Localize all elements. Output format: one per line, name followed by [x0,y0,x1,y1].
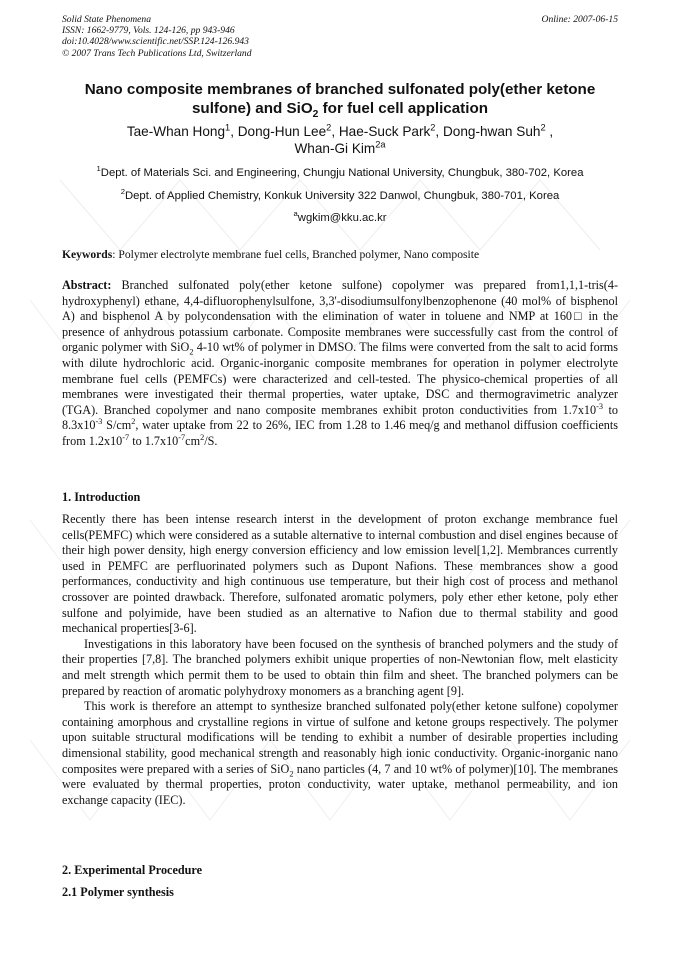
intro-text: This work is therefore an attempt to synthesize branched sulfonated poly(ether ketone sulfone) copolymer containing amorphous and crystalline regions in virtue of sulfone and ketone groups respectively. The polymer upon suitable structural modifications will be tending to exhibit a number of desirable properties including dimensional stability, good mechanical strength and reasonably high ionic conductivity. Organic-inorganic nano composites were prepared with a series of SiO [62,699,618,776]
abstract-superscript: 2 [131,417,136,427]
abstract-text: /S. [204,433,218,448]
journal-issn: ISSN: 1662-9779, Vols. 124-126, pp 943-946 [62,25,235,37]
affil-mark: 1 [96,164,101,174]
abstract-paragraph [62,278,618,450]
abstract-superscript: -7 [122,432,130,442]
abstract-superscript: 2 [200,432,205,442]
subsection-heading-polymer-synthesis: 2.1 Polymer synthesis [62,885,174,899]
email-text: wgkim@kku.ac.kr [297,212,387,224]
author-affil-mark: 2a [375,139,386,150]
keywords [62,247,618,263]
abstract-text: Branched sulfonated poly(ether ketone sulfone) copolymer was prepared from1,1,1-tris(4-hydroxyphenyl) ethane, 4,4-difluorophenylsulfone, 3,3'-disodiumsulfonylbenzophenone (40 mol% of bisphenol A) and bisphenol A by polycondensation with the elimination of water in toluene and NMP at 160□ in the presence of anhydrous potassium carbonate. Composite membranes were successfully cast from the control of organic polymer with SiO [62,278,618,355]
section-heading-experimental: 2. Experimental Procedure [62,863,203,877]
abstract-text: , water uptake from 22 to 26%, IEC from 1.28 to 1.46 meq/g and methanol diffusion coefficients from 1.2x10 [62,418,618,448]
abstract-text: S/cm [102,418,132,433]
title-text: for fuel cell application [318,100,489,117]
intro-paragraph-1: Recently there has been intense research interst in the development of proton exchange membrance fuel cells(PEMFC) which were considered as a sutable alternative to internal combustion and disel engines because of their high power density, high energy conversion efficiency and low emission level[1,2]. Membrances currently used in PEMFC are perfluorinated polymers such as Dupont Nafions. These membrances show a good performances, conductivity and high continuous use temperature, but their high cost of process and methanol crossover are pointed drawback. Therefore, sulfonated aromatic polymers, poly ether ether ketone, poly ether sulfone and polyimide, have been studied as an alternative to Nafion due to thermal stability and good mechanical properties[3-6]. [62,512,618,636]
paper-title [62,80,618,121]
abstract-text: to 8.3x10 [62,402,618,433]
author-line-1 [62,123,618,140]
author-affil-mark: 2 [326,122,332,133]
abstract-superscript: -3 [95,417,103,427]
section-heading-introduction: 1. Introduction [62,490,141,504]
affil-mark: 2 [120,187,125,197]
introduction-body [62,512,618,808]
abstract-superscript: -3 [596,401,604,411]
abstract-superscript: -7 [178,432,186,442]
journal-header [62,14,618,59]
keywords-label: Keywords [62,248,113,261]
author-name: Whan-Gi Kim [294,141,376,156]
author-name: , Hae-Suck Park [331,124,431,139]
affiliation-2 [62,189,618,203]
abstract-text: to 1.7x10 [129,433,179,448]
author-name: , Dong-Hun Lee [230,124,327,139]
abstract [62,278,618,450]
intro-paragraph-3 [62,699,618,808]
author-separator: , [545,124,554,139]
author-name: Tae-Whan Hong [126,124,226,139]
abstract-text: 4-10 wt% of polymer in DMSO. The films were converted from the salt to acid forms with dilute hydrochloric acid. Organic-inorganic composite membranes for operation in polymer electrolyte membrane fuel cells (PEMFCs) were characterized and cell-tested. The physico-chemical properties of all membranes were investigated their thermal properties, water uptake, DSC and thermogravimetric analyzer (TGA). Branched copolymer and nano composite membranes exhibit proton conductivities from 1.7x10 [62,340,618,417]
journal-copyright: © 2007 Trans Tech Publications Ltd, Switzerland [62,47,252,59]
author-email [62,211,618,225]
abstract-subscript: 2 [189,347,194,357]
intro-subscript: 2 [289,768,294,778]
keywords-text: : Polymer electrolyte membrane fuel cells, Branched polymer, Nano composite [112,248,480,261]
author-line-2 [62,140,618,157]
email-mark: a [293,209,298,219]
abstract-label: Abstract: [62,278,112,292]
affil-text: Dept. of Applied Chemistry, Konkuk University 322 Danwol, Chungbuk, 380-701, Korea [124,190,560,202]
title-line-2 [62,99,618,121]
author-affil-mark: 2 [430,122,436,133]
title-text: sulfone) and SiO [191,100,313,117]
author-list [62,123,618,157]
author-affil-mark: 1 [225,122,231,133]
affiliation-1 [62,166,618,180]
author-name: , Dong-hwan Suh [435,124,541,139]
author-affil-mark: 2 [540,122,546,133]
intro-text: nano particles (4, 7 and 10 wt% of polymer)[10]. The membranes were evaluated by thermal properties, proton conductivity, water uptake, methanol permeability, and ion exchange capacity (IEC). [62,761,618,807]
abstract-text: cm [185,433,201,448]
title-subscript: 2 [312,109,319,121]
intro-paragraph-2: Investigations in this laboratory have been focused on the synthesis of branched polymers and the study of their properties [7,8]. The branched polymers exhibit unique properties of non-Newtonian flow, melt elasticity and melt strength which permit them to be used to obtain thin film and sheet. The branched polymers can be prepared by reaction of aromatic polyhydroxy monomers as a branching agent [9]. [62,636,618,698]
online-date: Online: 2007-06-15 [541,14,618,25]
journal-doi: doi:10.4028/www.scientific.net/SSP.124-126.943 [62,36,249,48]
journal-name: Solid State Phenomena [62,14,151,25]
affil-text: Dept. of Materials Sci. and Engineering, Chungju National University, Chungbuk, 380-702, Korea [100,167,584,179]
title-line-1: Nano composite membranes of branched sulfonated poly(ether ketone [84,81,596,98]
